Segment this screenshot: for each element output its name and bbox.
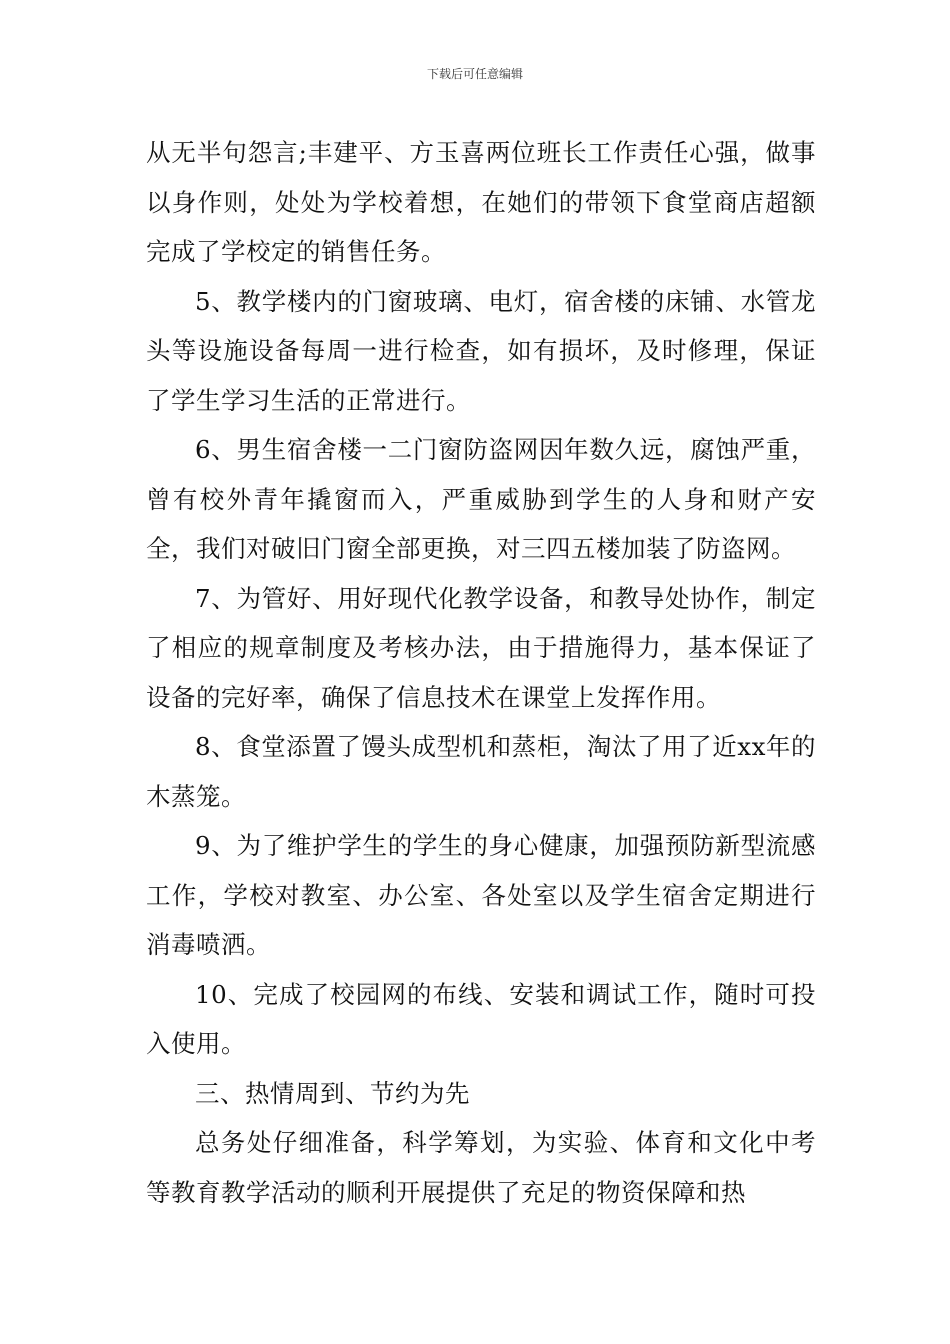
paragraph: 10、完成了校园网的布线、安装和调试工作，随时可投入使用。	[146, 979, 816, 1058]
paragraph: 8、食堂添置了馒头成型机和蒸柜，淘汰了用了近xx年的木蒸笼。	[146, 732, 816, 811]
paragraph: 总务处仔细准备，科学筹划，为实验、体育和文化中考等教育教学活动的顺利开展提供了充足的物资保障和热	[146, 1128, 816, 1207]
page-header: 下载后可任意编辑	[426, 67, 523, 81]
paragraph: 7、为管好、用好现代化教学设备，和教导处协作，制定了相应的规章制度及考核办法，由于措施得力，基本保证了设备的完好率，确保了信息技术在课堂上发挥作用。	[146, 583, 816, 712]
document-body	[146, 128, 816, 1217]
section-heading: 三、热情周到、节约为先	[195, 1078, 470, 1108]
paragraph: 9、为了维护学生的学生的身心健康，加强预防新型流感工作，学校对教室、办公室、各处室以及学生宿舍定期进行消毒喷洒。	[146, 831, 816, 959]
paragraph: 从无半句怨言;丰建平、方玉喜两位班长工作责任心强，做事以身作则，处处为学校着想，在她们的带领下食堂商店超额完成了学校定的销售任务。	[146, 138, 816, 266]
paragraph: 6、男生宿舍楼一二门窗防盗网因年数久远，腐蚀严重，曾有校外青年撬窗而入，严重威胁到学生的人身和财产安全，我们对破旧门窗全部更换，对三四五楼加装了防盗网。	[146, 435, 816, 563]
paragraph: 5、教学楼内的门窗玻璃、电灯，宿舍楼的床铺、水管龙头等设施设备每周一进行检查，如有损坏，及时修理，保证了学生学习生活的正常进行。	[146, 286, 816, 415]
